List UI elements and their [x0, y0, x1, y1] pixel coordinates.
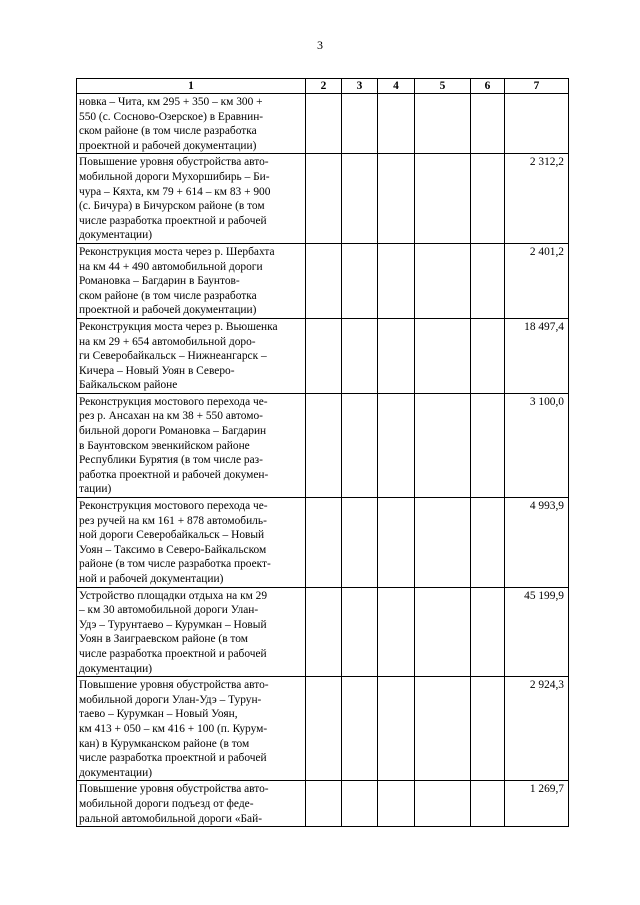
page-number: 3: [317, 38, 323, 52]
row-description: Повышение уровня обустройства авто- мобильной дороги подъезд от феде- ральной автомобильной дороги «Бай-: [77, 781, 306, 827]
row-description: Реконструкция мостового перехода че- рез ручей на км 161 + 878 автомобиль- ной дороги Северобайкальск – Новый Уоян – Таксимо в Северо-Байкальском районе (в том числе разработка проект- ной и рабочей документации): [77, 498, 306, 588]
table-row: [77, 781, 569, 827]
row-amount: [505, 94, 569, 154]
table-row: [77, 677, 569, 781]
table-row: [77, 498, 569, 588]
budget-table: [76, 78, 569, 827]
row-amount: 2 924,3: [505, 677, 569, 781]
row-amount: 2 401,2: [505, 243, 569, 318]
table-row: [77, 243, 569, 318]
column-header-3: 3: [342, 79, 378, 94]
table-row: [77, 587, 569, 677]
table-row: [77, 393, 569, 497]
table-row: [77, 318, 569, 393]
row-description: новка – Чита, км 295 + 350 – км 300 + 550 (с. Сосново-Озерское) в Еравнин- ском районе (в том числе разработка проектной и рабочей документации): [77, 94, 306, 154]
row-description: Реконструкция моста через р. Вьюшенка на км 29 + 654 автомобильной доро- ги Северобайкальск – Нижнеангарск – Кичера – Новый Уоян в Северо- Байкальском районе: [77, 318, 306, 393]
column-header-2: 2: [306, 79, 342, 94]
column-header-4: 4: [378, 79, 415, 94]
header-row: [77, 79, 569, 94]
table-row: [77, 94, 569, 154]
table-row: [77, 154, 569, 244]
column-header-7: 7: [505, 79, 569, 94]
row-amount: 45 199,9: [505, 587, 569, 677]
row-description: Устройство площадки отдыха на км 29 – км 30 автомобильной дороги Улан- Удэ – Турунтаево – Курумкан – Новый Уоян в Заиграевском районе (в том числе разработка проектной и рабочей документации): [77, 587, 306, 677]
row-amount: 18 497,4: [505, 318, 569, 393]
column-header-6: 6: [471, 79, 505, 94]
row-amount: 3 100,0: [505, 393, 569, 497]
row-description: Повышение уровня обустройства авто- мобильной дороги Мухоршибирь – Би- чура – Кяхта, км 79 + 614 – км 83 + 900 (с. Бичура) в Бичурском районе (в том числе разработка проектной и рабочей документации): [77, 154, 306, 244]
column-header-5: 5: [415, 79, 471, 94]
column-header-1: 1: [77, 79, 306, 94]
row-description: Повышение уровня обустройства авто- мобильной дороги Улан-Удэ – Турун- таево – Курумкан – Новый Уоян, км 413 + 050 – км 416 + 100 (п. Курум- кан) в Курумканском районе (в том числе разработка проектной и рабочей документации): [77, 677, 306, 781]
row-amount: 4 993,9: [505, 498, 569, 588]
row-description: Реконструкция мостового перехода че- рез р. Ансахан на км 38 + 550 автомо- бильной дороги Романовка – Багдарин в Баунтовском эвенкийском районе Республики Бурятия (в том числе раз- работка проектной и рабочей докумен- тации): [77, 393, 306, 497]
row-amount: 2 312,2: [505, 154, 569, 244]
row-description: Реконструкция моста через р. Шербахта на км 44 + 490 автомобильной дороги Романовка – Багдарин в Баунтов- ском районе (в том числе разработка проектной и рабочей документации): [77, 243, 306, 318]
row-amount: 1 269,7: [505, 781, 569, 827]
